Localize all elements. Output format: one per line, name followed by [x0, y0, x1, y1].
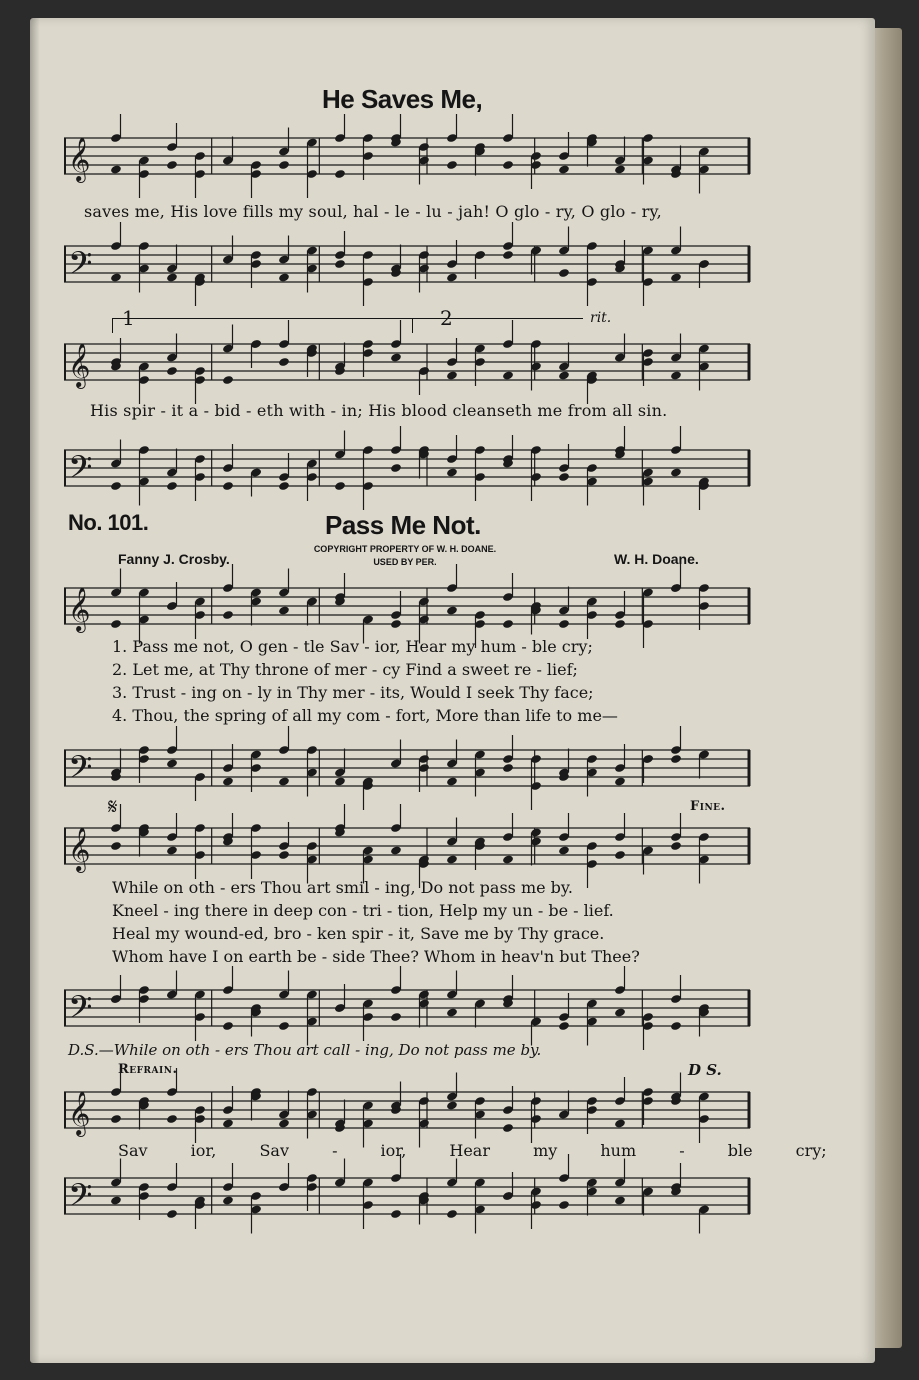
verse-a-line-3: 3. Trust - ing on - ly in Thy mer - its, Would I seek Thy face;	[112, 683, 594, 702]
ending-2-label: 2	[440, 306, 453, 330]
staff-system-1-treble	[64, 128, 750, 188]
svg-text:𝄢: 𝄢	[68, 245, 93, 289]
staff-system-2-treble	[64, 334, 750, 394]
staff-system-1-bass	[64, 236, 750, 296]
staff-system-5-bass	[64, 1168, 750, 1228]
ds-lyrics-line: D.S.—While on oth - ers Thou art call - ing, Do not pass me by.	[68, 1041, 542, 1059]
prev-hymn-title: He Saves Me,	[322, 84, 483, 114]
svg-text:𝄞: 𝄞	[68, 827, 91, 871]
svg-text:𝄢: 𝄢	[68, 449, 93, 493]
prev-lyrics-line-1: saves me, His love fills my soul, hal - le - lu - jah! O glo - ry, O glo - ry,	[84, 202, 662, 221]
prev-lyrics-line-2: His spir - it a - bid - eth with - in; His blood cleanseth me from all sin.	[90, 401, 668, 420]
staff-system-3-treble	[64, 578, 750, 638]
composer-credit: W. H. Doane.	[614, 551, 699, 567]
refrain-label: Refrain.	[118, 1062, 178, 1077]
svg-text:𝄞: 𝄞	[68, 343, 91, 387]
verse-a-line-4: 4. Thou, the spring of all my com - fort, More than life to me—	[112, 706, 618, 725]
verse-b-line-4: Whom have I on earth be - side Thee? Whom in heav'n but Thee?	[112, 947, 640, 966]
rit-label: rit.	[590, 310, 612, 326]
hymn-title: Pass Me Not.	[325, 510, 481, 540]
ending-1-label: 1	[122, 306, 135, 330]
hymn-number: No. 101.	[68, 510, 149, 535]
verse-a-line-1: 1. Pass me not, O gen - tle Sav - ior, Hear my hum - ble cry;	[112, 637, 593, 656]
svg-text:𝄢: 𝄢	[68, 749, 93, 793]
ending-bracket-1	[112, 318, 413, 333]
svg-text:𝄞: 𝄞	[68, 587, 91, 631]
binding-gutter	[30, 18, 40, 1363]
refrain-lyrics: Sav ior, Sav - ior, Hear my hum - ble cry;	[118, 1141, 827, 1160]
staff-system-2-bass	[64, 440, 750, 500]
copyright-line-1: COPYRIGHT PROPERTY OF W. H. DOANE.	[313, 544, 497, 554]
fine-label: Fine.	[690, 799, 726, 814]
verse-b-line-2: Kneel - ing there in deep con - tri - tion, Help my un - be - lief.	[112, 901, 614, 920]
author-credit: Fanny J. Crosby.	[118, 551, 230, 567]
verse-b-line-3: Heal my wound-ed, bro - ken spir - it, Save me by Thy grace.	[112, 924, 605, 943]
staff-system-3-bass	[64, 740, 750, 800]
ds-label: D S.	[688, 1061, 722, 1079]
page-edge	[872, 28, 902, 1348]
ending-bracket-2	[412, 318, 583, 333]
verse-a-line-2: 2. Let me, at Thy throne of mer - cy Find a sweet re - lief;	[112, 660, 578, 679]
staff-system-5-treble	[64, 1082, 750, 1142]
staff-system-4-bass	[64, 980, 750, 1040]
segno-sign: 𝄋	[108, 795, 118, 820]
svg-text:𝄢: 𝄢	[68, 989, 93, 1033]
svg-text:𝄞: 𝄞	[68, 137, 91, 181]
svg-text:𝄞: 𝄞	[68, 1091, 91, 1135]
svg-text:𝄢: 𝄢	[68, 1177, 93, 1221]
staff-system-4-treble	[64, 818, 750, 878]
copyright-line-2: USED BY PER.	[373, 557, 437, 567]
verse-b-line-1: While on oth - ers Thou art smil - ing, Do not pass me by.	[112, 878, 573, 897]
